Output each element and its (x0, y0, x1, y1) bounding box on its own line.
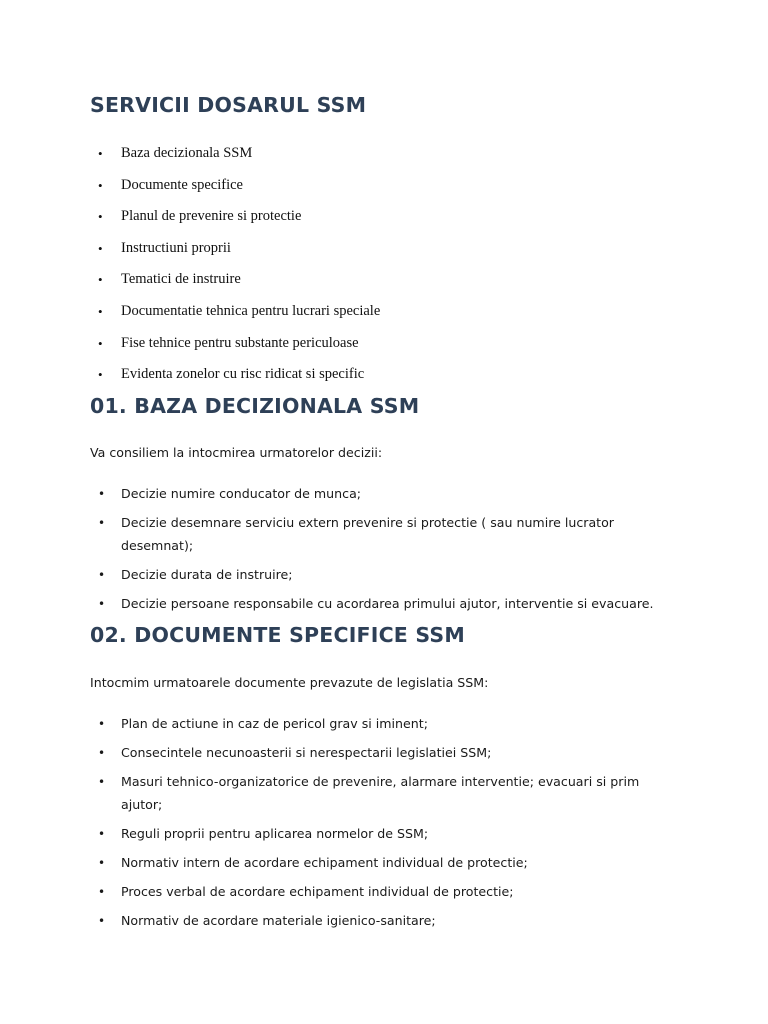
bullet-icon: • (98, 913, 106, 928)
list-item (90, 852, 650, 875)
list-item (90, 713, 650, 736)
bullet-icon: • (98, 855, 106, 870)
list-item (90, 269, 380, 301)
list-item-text: Decizie numire conducator de munca; (121, 486, 362, 501)
list-item (90, 564, 660, 587)
bullet-icon: • (98, 826, 106, 841)
list-item-text: Instructiuni proprii (121, 239, 231, 256)
list-item-text: Documente specifice (121, 176, 243, 193)
list-item (90, 206, 380, 238)
list-item-text: Decizie persoane responsabile cu acordarea primului ajutor, interventie si evacuare. (121, 595, 654, 611)
bullet-icon: • (98, 567, 106, 582)
bullet-icon: • (98, 335, 103, 351)
bullet-icon: • (98, 596, 106, 611)
list-item-text: Reguli proprii pentru aplicarea normelor de SSM; (121, 825, 429, 841)
bullet-icon: • (98, 487, 106, 501)
services-list (90, 143, 380, 396)
list-item (90, 742, 650, 765)
list-item-text: Decizie desemnare serviciu extern prevenire si protectie ( sau numire lucrator desemnat); (121, 515, 614, 553)
documents-list (90, 713, 650, 939)
bullet-icon: • (98, 775, 106, 789)
list-item (90, 175, 380, 207)
list-item (90, 512, 660, 557)
section-intro-documente-specifice: Intocmim urmatoarele documente prevazute de legislatia SSM: (90, 675, 489, 690)
list-item-text: Masuri tehnico-organizatorice de prevenire, alarmare interventie; evacuari si prim ajutor; (121, 774, 640, 812)
list-item (90, 771, 650, 816)
bullet-icon: • (98, 516, 106, 530)
list-item (90, 483, 660, 506)
section-heading-baza-decizionala: 01. BAZA DECIZIONALA SSM (90, 394, 420, 418)
list-item-text: Documentatie tehnica pentru lucrari speciale (121, 302, 381, 319)
list-item-text: Plan de actiune in caz de pericol grav si iminent; (121, 716, 428, 731)
list-item-text: Evidenta zonelor cu risc ridicat si specific (121, 366, 365, 383)
list-item-text: Normativ de acordare materiale igienico-sanitare; (121, 912, 436, 928)
list-item (90, 143, 380, 175)
bullet-icon: • (98, 717, 106, 731)
list-item-text: Decizie durata de instruire; (121, 566, 293, 582)
list-item (90, 593, 660, 616)
decisions-list (90, 483, 660, 622)
section-heading-documente-specifice: 02. DOCUMENTE SPECIFICE SSM (90, 623, 465, 647)
bullet-icon: • (98, 240, 103, 256)
bullet-icon: • (98, 209, 103, 225)
list-item-text: Tematici de instruire (121, 271, 241, 288)
bullet-icon: • (98, 146, 103, 161)
page-title: SERVICII DOSARUL SSM (90, 93, 367, 117)
bullet-icon: • (98, 367, 103, 383)
list-item (90, 301, 380, 333)
bullet-icon: • (98, 746, 106, 760)
bullet-icon: • (98, 177, 103, 193)
list-item-text: Baza decizionala SSM (121, 145, 253, 161)
list-item (90, 238, 380, 270)
bullet-icon: • (98, 272, 103, 288)
list-item-text: Proces verbal de acordare echipament individual de protectie; (121, 883, 514, 899)
list-item (90, 333, 380, 365)
list-item-text: Normativ intern de acordare echipament individual de protectie; (121, 854, 528, 870)
section-intro-baza-decizionala: Va consiliem la intocmirea urmatorelor decizii: (90, 445, 383, 460)
list-item (90, 910, 650, 933)
list-item (90, 881, 650, 904)
bullet-icon: • (98, 884, 106, 899)
list-item (90, 823, 650, 846)
list-item-text: Planul de prevenire si protectie (121, 208, 302, 225)
bullet-icon: • (98, 303, 103, 319)
list-item-text: Fise tehnice pentru substante periculoase (121, 334, 359, 351)
list-item (90, 364, 380, 396)
list-item-text: Consecintele necunoasterii si nerespectarii legislatiei SSM; (121, 745, 492, 760)
